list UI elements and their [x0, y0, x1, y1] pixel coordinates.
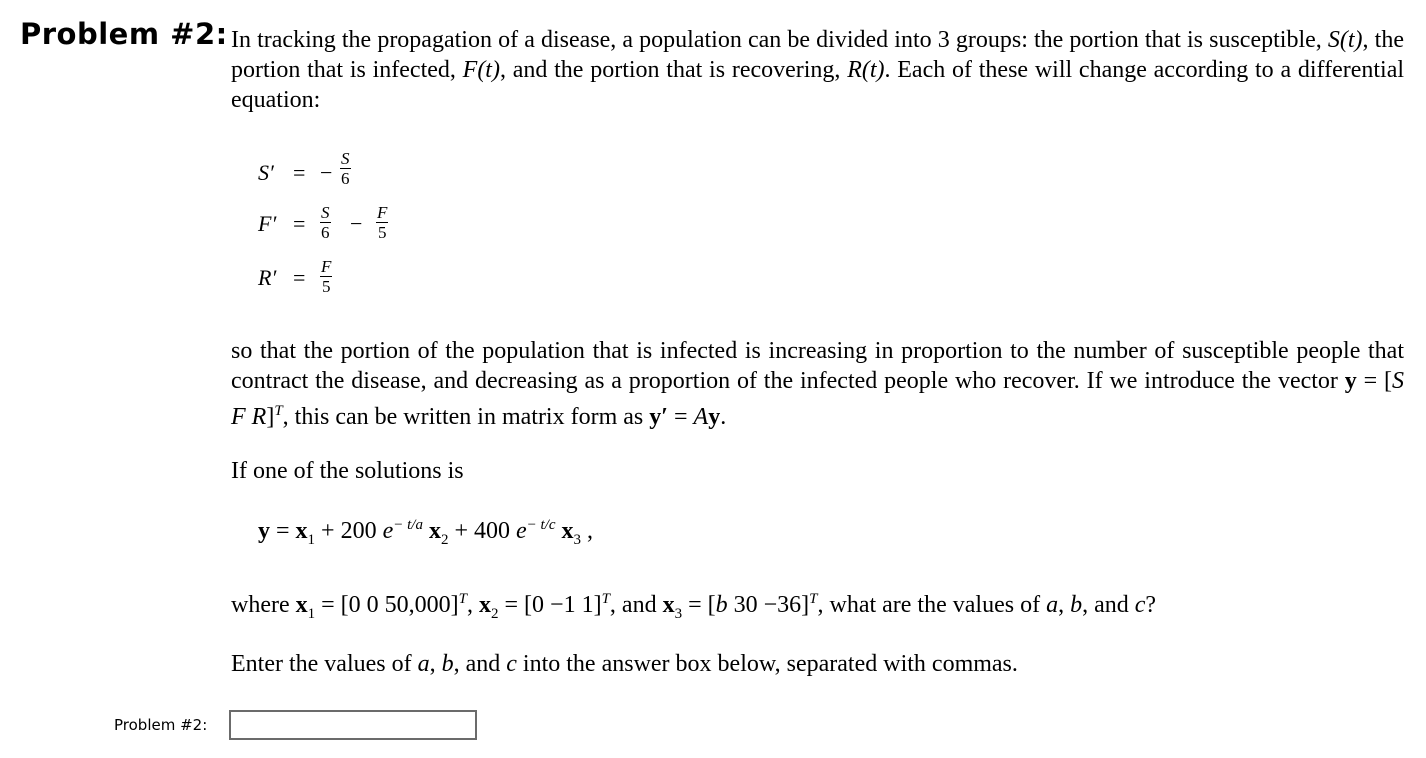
s-prime: S′	[258, 160, 274, 185]
var-b: b	[441, 651, 454, 677]
f-prime: F′	[258, 211, 277, 236]
solution-equation	[258, 517, 593, 549]
numerator: S	[341, 149, 350, 168]
text: ?	[1145, 592, 1157, 618]
vector-value: 30 −36]	[727, 592, 810, 618]
text: into the answer box below, separated with commas.	[516, 651, 1018, 677]
vector-x: x	[561, 518, 574, 544]
fraction-s-over-6	[320, 204, 331, 241]
r-prime: R′	[258, 265, 277, 290]
text: , and	[453, 651, 507, 677]
equals: =	[270, 518, 296, 544]
var-b: b	[1070, 592, 1083, 618]
vector-value: = [	[682, 592, 716, 618]
vector-value: = [0 −1 1]	[498, 592, 602, 618]
var-a: a	[417, 651, 430, 677]
punctuation: ,	[581, 518, 594, 544]
subscript: 1	[307, 605, 316, 622]
vector-x: x	[662, 592, 675, 618]
para-text: .	[720, 404, 727, 430]
para-text: , this can be written in matrix form as	[282, 404, 650, 430]
f-of-t: F(t)	[462, 57, 500, 83]
plus: +	[448, 518, 475, 544]
vector-x: x	[428, 518, 441, 544]
text: where	[231, 592, 296, 618]
text: , and	[609, 592, 663, 618]
denominator: 6	[321, 223, 330, 242]
vector-y: y	[708, 404, 721, 430]
problem-intro	[231, 25, 1404, 115]
problem-heading: Problem #2:	[20, 17, 228, 51]
where-line	[231, 584, 1156, 629]
answer-input[interactable]	[229, 710, 477, 740]
transpose-mark: T	[601, 591, 610, 607]
s-of-t: S(t)	[1327, 27, 1363, 53]
vector-y: y	[1344, 368, 1357, 394]
answer-label: Problem #2:	[114, 716, 208, 734]
r-of-t: R(t)	[847, 57, 885, 83]
text: , and	[1082, 592, 1135, 618]
plus: +	[315, 518, 341, 544]
coefficient: 200	[340, 518, 377, 544]
euler-e: e	[516, 518, 527, 544]
minus-sign: −	[320, 160, 333, 185]
var-a: a	[1046, 592, 1059, 618]
var-c: c	[1134, 592, 1146, 618]
intro-text: . Each of these will change according to a differential equation:	[231, 57, 1405, 113]
solutions-intro: If one of the solutions is	[231, 458, 464, 484]
vector-x: x	[295, 592, 308, 618]
enter-instructions	[231, 649, 1018, 679]
text: ,	[429, 651, 442, 677]
intro-text: , and the portion that is recovering,	[499, 57, 848, 83]
coefficient: 400	[474, 518, 511, 544]
vector-x: x	[479, 592, 492, 618]
denominator: 5	[377, 223, 387, 242]
numerator: S	[321, 203, 330, 222]
vector-value: = [0 0 50,000]	[315, 592, 459, 618]
matrix-form-paragraph	[231, 336, 1404, 432]
subscript: 1	[307, 531, 316, 548]
exponent-a: − t/a	[393, 517, 423, 533]
equals-sign: =	[293, 265, 306, 290]
transpose-mark: T	[274, 403, 283, 419]
transpose-mark: T	[809, 591, 818, 607]
intro-text: , the portion that is infected,	[231, 27, 1404, 83]
vector-components: S F R	[231, 368, 1405, 430]
para-text: =	[668, 404, 694, 430]
numerator: F	[377, 203, 388, 222]
denominator: 5	[321, 277, 331, 296]
text: , what are the values of	[817, 592, 1047, 618]
euler-e: e	[382, 518, 394, 544]
intro-text: In tracking the propagation of a disease, a population can be divided into 3 groups: the portion that is susceptible,	[231, 27, 1328, 53]
para-text: ]	[266, 404, 275, 430]
matrix-a: A	[693, 404, 709, 430]
denominator: 6	[341, 169, 350, 188]
fraction-s-over-6	[340, 150, 351, 187]
vector-y: y	[258, 518, 270, 544]
fraction-f-over-5	[320, 258, 332, 295]
minus-sign: −	[350, 211, 363, 236]
numerator: F	[321, 257, 332, 276]
para-text: = [	[1356, 368, 1393, 394]
fraction-f-over-5	[376, 204, 388, 241]
subscript: 2	[491, 605, 499, 622]
vector-x: x	[295, 518, 308, 544]
subscript: 3	[573, 531, 582, 548]
var-b: b	[715, 592, 728, 618]
para-text: so that the portion of the population that is infected is increasing in proportion to the number of susceptible people that contract the disease, and decreasing as a proportion of the infected people who recover. If we introduce the vector	[231, 338, 1404, 394]
transpose-mark: T	[458, 591, 468, 607]
equals-sign: =	[293, 211, 306, 236]
exponent-c: − t/c	[526, 517, 556, 533]
equals-sign: =	[293, 160, 306, 185]
subscript: 3	[674, 605, 683, 622]
var-c: c	[506, 651, 517, 677]
text: Enter the values of	[231, 651, 418, 677]
text: ,	[467, 592, 480, 618]
subscript: 2	[440, 531, 449, 548]
vector-y-prime: y′	[649, 404, 668, 430]
text: ,	[1058, 592, 1071, 618]
